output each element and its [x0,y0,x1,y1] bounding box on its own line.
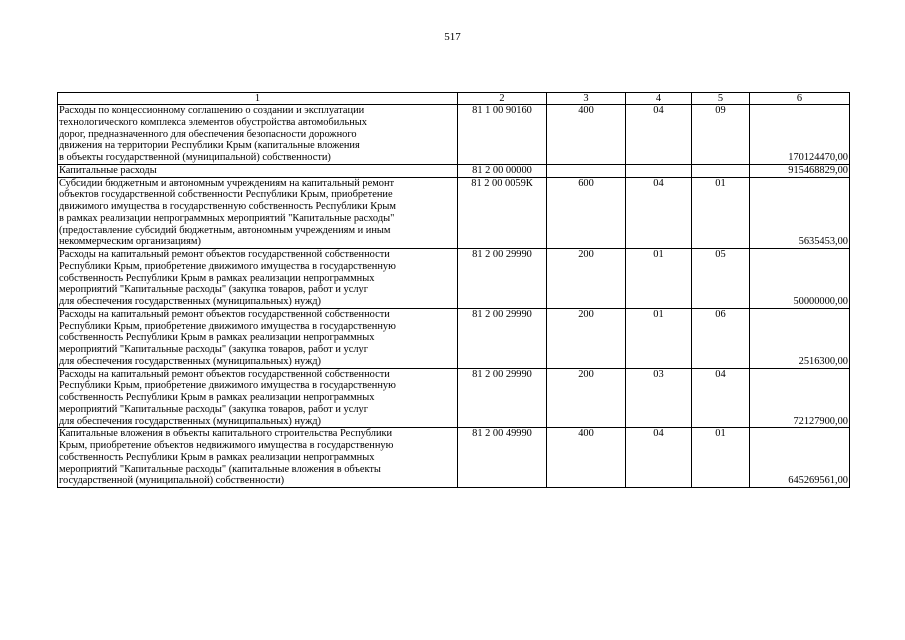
amount-cell: 72127900,00 [750,368,850,428]
section-cell: 04 [626,428,692,488]
section-cell: 04 [626,177,692,249]
expense-type-cell: 600 [547,177,626,249]
column-header-4: 4 [626,93,692,105]
amount-cell: 915468829,00 [750,164,850,177]
expense-name-cell: Субсидии бюджетным и автономным учреждениям на капитальный ремонт объектов государственной собственности Республики Крым, приобретение движимого имущества в государственную собственность Республики Крым в рамках реализации непрограммных мероприятий "Капитальные расходы" (предоставление субсидий бюджетным, автономным учреждениям и иным некоммерческим организациям) [58,177,458,249]
expense-type-cell: 200 [547,249,626,309]
expense-name-cell: Капитальные расходы [58,164,458,177]
column-header-2: 2 [458,93,547,105]
expense-name-cell: Капитальные вложения в объекты капитального строительства Республики Крым, приобретение объектов недвижимого имущества в государственную собственность Республики Крым в рамках реализации непрограммных мероприятий "Капитальные расходы" (капитальные вложения в объекты государственной (муниципальной) собственности) [58,428,458,488]
expense-name-cell: Расходы на капитальный ремонт объектов государственной собственности Республики Крым, приобретение движимого имущества в государственную собственность Республики Крым в рамках реализации непрограммных мероприятий "Капитальные расходы" (закупка товаров, работ и услуг для обеспечения государственных (муниципальных) нужд) [58,368,458,428]
expense-type-cell [547,164,626,177]
subsection-cell [692,164,750,177]
section-cell: 01 [626,249,692,309]
page-number: 517 [444,31,461,43]
expense-type-cell: 200 [547,368,626,428]
subsection-cell: 09 [692,105,750,165]
target-article-code-cell: 81 2 00 29990 [458,368,547,428]
table-row [58,428,850,488]
amount-cell: 2516300,00 [750,308,850,368]
target-article-code-cell: 81 2 00 0059К [458,177,547,249]
subsection-cell: 05 [692,249,750,309]
expense-type-cell: 400 [547,428,626,488]
table-row [58,249,850,309]
expense-type-cell: 400 [547,105,626,165]
amount-cell: 645269561,00 [750,428,850,488]
subsection-cell: 04 [692,368,750,428]
table-row [58,177,850,249]
table-row [58,164,850,177]
table-header-row [58,93,850,105]
column-header-1: 1 [58,93,458,105]
column-header-3: 3 [547,93,626,105]
target-article-code-cell: 81 2 00 29990 [458,308,547,368]
target-article-code-cell: 81 2 00 29990 [458,249,547,309]
expense-name-cell: Расходы на капитальный ремонт объектов государственной собственности Республики Крым, приобретение движимого имущества в государственную собственность Республики Крым в рамках реализации непрограммных мероприятий "Капитальные расходы" (закупка товаров, работ и услуг для обеспечения государственных (муниципальных) нужд) [58,308,458,368]
expense-name-cell: Расходы на капитальный ремонт объектов государственной собственности Республики Крым, приобретение движимого имущества в государственную собственность Республики Крым в рамках реализации непрограммных мероприятий "Капитальные расходы" (закупка товаров, работ и услуг для обеспечения государственных (муниципальных) нужд) [58,249,458,309]
amount-cell: 170124470,00 [750,105,850,165]
table-row [58,308,850,368]
budget-table [57,92,850,488]
section-cell: 03 [626,368,692,428]
expense-name-cell: Расходы по концессионному соглашению о создании и эксплуатации технологического комплекса элементов обустройства автомобильных дорог, предназначенного для обеспечения безопасности дорожного движения на территории Республики Крым (капитальные вложения в объекты государственной (муниципальной) собственности) [58,105,458,165]
table-row [58,105,850,165]
target-article-code-cell: 81 1 00 90160 [458,105,547,165]
section-cell: 01 [626,308,692,368]
target-article-code-cell: 81 2 00 00000 [458,164,547,177]
table-row [58,368,850,428]
amount-cell: 5635453,00 [750,177,850,249]
target-article-code-cell: 81 2 00 49990 [458,428,547,488]
amount-cell: 50000000,00 [750,249,850,309]
expense-type-cell: 200 [547,308,626,368]
section-cell [626,164,692,177]
section-cell: 04 [626,105,692,165]
column-header-6: 6 [750,93,850,105]
subsection-cell: 01 [692,177,750,249]
subsection-cell: 06 [692,308,750,368]
column-header-5: 5 [692,93,750,105]
subsection-cell: 01 [692,428,750,488]
